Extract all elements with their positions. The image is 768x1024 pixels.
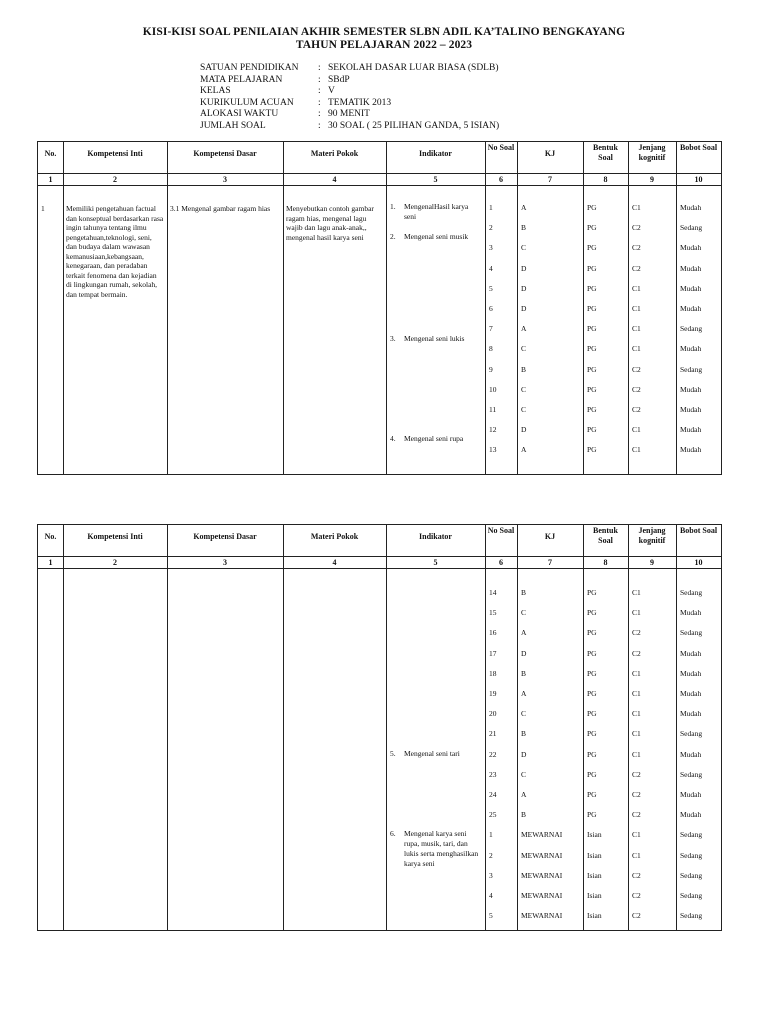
row-bobot: Mudah	[680, 283, 702, 293]
row-jenjang: C2	[632, 891, 641, 900]
row-bentuk: Isian	[587, 850, 602, 860]
column-divider	[583, 142, 584, 474]
row-jenjang: C2	[632, 769, 641, 779]
column-divider	[628, 525, 629, 930]
row-bobot: Mudah	[680, 304, 702, 313]
kisi-table-1	[37, 141, 722, 475]
header-jenjang: Jenjang kognitif	[638, 526, 666, 545]
row-kj: D	[521, 749, 527, 759]
row-no-soal: 23	[489, 769, 497, 779]
header-kd: Kompetensi Dasar	[193, 149, 257, 158]
kisi-table-2	[37, 524, 722, 931]
column-number: 6	[499, 558, 503, 567]
row-bobot: Sedang	[680, 830, 703, 840]
meta-label: MATA PELAJARAN	[200, 74, 283, 85]
header-bentuk: Bentuk Soal	[593, 526, 618, 545]
column-number: 7	[548, 558, 552, 567]
row-kj: A	[521, 689, 527, 698]
header-indikator: Indikator	[419, 532, 452, 541]
header-bobot: Bobot Soal	[679, 143, 718, 152]
row-bobot: Mudah	[680, 648, 702, 658]
column-number: 4	[332, 175, 337, 184]
row-bentuk: PG	[587, 749, 597, 759]
meta-colon: :	[318, 74, 321, 85]
column-number: 5	[433, 558, 438, 567]
row-bobot: Sedang	[680, 769, 703, 779]
row-bentuk: PG	[587, 203, 597, 212]
meta-row	[200, 86, 499, 98]
indikator-text: Mengenal seni musik	[404, 232, 469, 241]
column-number: 6	[499, 175, 503, 184]
row-jenjang: C2	[632, 870, 641, 880]
meta-value: SEKOLAH DASAR LUAR BIASA (SDLB)	[328, 63, 499, 73]
column-divider	[628, 142, 629, 474]
header-bobot: Bobot Soal	[679, 526, 718, 535]
row-jenjang: C2	[632, 790, 641, 799]
row-no-soal: 21	[489, 729, 497, 739]
row-kj: B	[521, 223, 527, 233]
header-no: No.	[44, 149, 57, 158]
row-bobot: Sedang	[680, 911, 703, 921]
row-bobot: Mudah	[680, 689, 702, 698]
row-bobot: Sedang	[680, 588, 703, 597]
column-divider	[517, 525, 518, 930]
row-no-soal: 8	[489, 344, 493, 354]
column-divider	[63, 525, 64, 930]
row-bentuk: Isian	[587, 911, 602, 921]
row-bentuk: PG	[587, 628, 597, 638]
row-jenjang: C1	[632, 324, 641, 334]
row-bentuk: PG	[587, 709, 597, 719]
row-no-soal: 24	[489, 790, 497, 799]
document-subtitle: TAHUN PELAJARAN 2022 – 2023	[295, 39, 473, 51]
row-kj: D	[521, 425, 527, 435]
row-no-soal: 11	[489, 405, 497, 414]
row-bobot: Sedang	[680, 870, 703, 880]
row-bentuk: PG	[587, 445, 597, 455]
column-number: 9	[650, 558, 654, 567]
row-bobot: Mudah	[680, 203, 702, 212]
column-divider	[283, 142, 284, 474]
header-kj: KJ	[544, 149, 556, 158]
column-number: 4	[332, 558, 337, 567]
row-kj: A	[521, 203, 527, 212]
row-jenjang: C1	[632, 749, 641, 759]
row-no-soal: 22	[489, 749, 497, 759]
row-no-soal: 5	[489, 283, 493, 293]
row-kj: C	[521, 709, 527, 719]
row-kj: MEWARNAI	[521, 830, 563, 840]
row-kj: B	[521, 729, 527, 739]
indikator-number: 4.	[390, 434, 396, 443]
row-jenjang: C1	[632, 588, 641, 597]
row-bentuk: PG	[587, 729, 597, 739]
row-no-soal: 3	[489, 243, 493, 253]
row-kj: MEWARNAI	[521, 911, 563, 921]
colnum-divider	[38, 185, 721, 186]
meta-colon: :	[318, 109, 321, 119]
indikator-number: 6.	[390, 829, 396, 838]
row-no-soal: 9	[489, 364, 493, 374]
meta-colon: :	[318, 97, 321, 108]
row-jenjang: C1	[632, 668, 641, 678]
row-jenjang: C2	[632, 810, 641, 820]
header-materi: Materi Pokok	[310, 149, 359, 158]
row-bentuk: PG	[587, 263, 597, 273]
indikator-number: 1.	[390, 202, 396, 211]
header-ki: Kompetensi Inti	[87, 149, 143, 158]
header-indikator: Indikator	[419, 149, 452, 158]
row-bentuk: Isian	[587, 830, 602, 840]
row-bentuk: PG	[587, 283, 597, 293]
row-bobot: Sedang	[680, 324, 703, 334]
row-bentuk: PG	[587, 588, 597, 597]
row-bobot: Mudah	[680, 790, 702, 799]
indikator-text: Mengenal karya seni rupa, musik, tari, dan lukis serta menghasilkan karya seni	[404, 829, 479, 868]
row-kj: A	[521, 445, 527, 455]
row-jenjang: C1	[632, 425, 641, 435]
row-bobot: Sedang	[680, 628, 703, 638]
colnum-divider	[38, 568, 721, 569]
row-jenjang: C2	[632, 405, 641, 414]
header-nosoal: No Soal	[487, 143, 515, 152]
column-divider	[167, 142, 168, 474]
column-number: 10	[694, 558, 703, 567]
row-jenjang: C1	[632, 445, 641, 455]
row-kj: D	[521, 304, 527, 313]
row-no-soal: 19	[489, 689, 497, 698]
row-jenjang: C1	[632, 850, 641, 860]
header-ki: Kompetensi Inti	[87, 532, 143, 541]
row-no-soal: 6	[489, 304, 493, 313]
row-jenjang: C2	[632, 384, 641, 394]
row-jenjang: C2	[632, 628, 641, 638]
row-no-soal: 5	[489, 911, 493, 921]
row-jenjang: C2	[632, 263, 641, 273]
header-jenjang: Jenjang kognitif	[638, 143, 666, 162]
row-no-soal: 25	[489, 810, 497, 820]
column-divider	[676, 142, 677, 474]
row-kj: D	[521, 283, 527, 293]
row-bentuk: PG	[587, 304, 597, 313]
row-no-soal: 3	[489, 870, 493, 880]
row-no-soal: 12	[489, 425, 497, 435]
row-bentuk: PG	[587, 608, 597, 618]
header-kj: KJ	[544, 532, 556, 541]
column-number: 8	[603, 558, 608, 567]
row-bobot: Mudah	[680, 243, 702, 253]
meta-colon: :	[318, 86, 321, 96]
row-bentuk: PG	[587, 364, 597, 374]
meta-row	[200, 63, 499, 75]
row-jenjang: C1	[632, 608, 641, 618]
column-divider	[167, 525, 168, 930]
row-no-soal: 20	[489, 709, 497, 719]
meta-info	[200, 63, 499, 132]
meta-row	[200, 98, 499, 110]
indikator-number: 3.	[390, 334, 396, 343]
row-no-soal: 2	[489, 223, 493, 233]
row-no-soal: 18	[489, 668, 497, 678]
row-bentuk: PG	[587, 344, 597, 354]
indikator-text: Mengenal seni tari	[404, 749, 460, 758]
row-kj: D	[521, 648, 527, 658]
header-materi: Materi Pokok	[310, 532, 359, 541]
indikator-number: 5.	[390, 749, 396, 758]
meta-row	[200, 109, 499, 121]
row-bentuk: PG	[587, 810, 597, 820]
meta-label: KELAS	[200, 86, 231, 96]
row-no-soal: 17	[489, 648, 497, 658]
meta-value: 90 MENIT	[328, 109, 370, 119]
row-no-soal: 1	[489, 203, 493, 212]
row-bobot: Mudah	[680, 608, 702, 618]
row-kj: B	[521, 668, 527, 678]
row-bentuk: PG	[587, 384, 597, 394]
row-kj: MEWARNAI	[521, 891, 563, 900]
row-jenjang: C1	[632, 344, 641, 354]
row-bentuk: PG	[587, 790, 597, 799]
row-no-soal: 2	[489, 850, 493, 860]
meta-colon: :	[318, 120, 321, 131]
column-divider	[485, 525, 486, 930]
column-number: 10	[694, 175, 703, 184]
row-bobot: Mudah	[680, 425, 702, 435]
row-bentuk: PG	[587, 689, 597, 698]
header-kd: Kompetensi Dasar	[193, 532, 257, 541]
column-number: 8	[603, 175, 608, 184]
column-number: 1	[48, 558, 53, 567]
row-kj: C	[521, 405, 527, 414]
meta-label: KURIKULUM ACUAN	[200, 97, 294, 108]
column-number: 1	[48, 175, 53, 184]
row-kj: C	[521, 243, 527, 253]
column-number: 2	[113, 175, 117, 184]
column-number: 7	[548, 175, 552, 184]
meta-label: SATUAN PENDIDIKAN	[200, 63, 299, 73]
column-number: 3	[223, 175, 227, 184]
column-divider	[583, 525, 584, 930]
column-number: 2	[113, 558, 117, 567]
row-bentuk: PG	[587, 405, 597, 414]
indikator-text: MengenalHasil karya seni	[404, 202, 469, 221]
row-jenjang: C1	[632, 689, 641, 698]
row-jenjang: C1	[632, 830, 641, 840]
row-bobot: Mudah	[680, 709, 702, 719]
row-bobot: Mudah	[680, 344, 702, 354]
row-bobot: Sedang	[680, 364, 703, 374]
header-no: No.	[44, 532, 57, 541]
row-bobot: Mudah	[680, 810, 702, 820]
row-kj: B	[521, 810, 527, 820]
row-kj: A	[521, 790, 527, 799]
meta-row	[200, 121, 499, 133]
row-no-soal: 4	[489, 891, 493, 900]
row-bobot: Mudah	[680, 668, 702, 678]
meta-label: JUMLAH SOAL	[200, 120, 266, 131]
row-no-soal: 13	[489, 445, 497, 455]
header-divider	[38, 173, 721, 174]
row-bentuk: Isian	[587, 891, 602, 900]
row-kj: D	[521, 263, 527, 273]
row-bentuk: PG	[587, 324, 597, 334]
column-divider	[386, 142, 387, 474]
row-number: 1	[41, 204, 45, 213]
column-divider	[517, 142, 518, 474]
row-bentuk: PG	[587, 223, 597, 233]
meta-value: V	[328, 86, 335, 96]
column-divider	[283, 525, 284, 930]
row-bentuk: PG	[587, 425, 597, 435]
meta-label: ALOKASI WAKTU	[200, 109, 279, 119]
row-jenjang: C1	[632, 283, 641, 293]
document-title: KISI-KISI SOAL PENILAIAN AKHIR SEMESTER SLBN ADIL KA’TALINO BENGKAYANG	[142, 26, 626, 38]
column-number: 3	[223, 558, 227, 567]
row-kj: A	[521, 628, 527, 638]
column-number: 5	[433, 175, 438, 184]
header-nosoal: No Soal	[487, 526, 515, 535]
row-bentuk: Isian	[587, 870, 602, 880]
kompetensi-dasar: 3.1 Mengenal gambar ragam hias	[170, 204, 271, 213]
row-jenjang: C2	[632, 648, 641, 658]
header-bentuk: Bentuk Soal	[593, 143, 618, 162]
indikator-text: Mengenal seni rupa	[404, 434, 464, 443]
header-divider	[38, 556, 721, 557]
row-bobot: Mudah	[680, 749, 702, 759]
row-kj: C	[521, 344, 527, 354]
row-bobot: Sedang	[680, 891, 703, 900]
row-kj: C	[521, 769, 527, 779]
row-bobot: Sedang	[680, 729, 703, 739]
row-jenjang: C1	[632, 304, 641, 313]
row-kj: B	[521, 588, 527, 597]
column-divider	[676, 525, 677, 930]
meta-colon: :	[318, 63, 321, 73]
row-jenjang: C2	[632, 223, 641, 233]
row-no-soal: 15	[489, 608, 497, 618]
row-no-soal: 4	[489, 263, 493, 273]
row-no-soal: 1	[489, 830, 493, 840]
column-divider	[386, 525, 387, 930]
indikator-text: Mengenal seni lukis	[404, 334, 465, 343]
row-bobot: Sedang	[680, 850, 703, 860]
row-bobot: Mudah	[680, 445, 702, 455]
row-bentuk: PG	[587, 668, 597, 678]
row-no-soal: 14	[489, 588, 497, 597]
row-jenjang: C1	[632, 203, 641, 212]
column-number: 9	[650, 175, 654, 184]
meta-value: 30 SOAL ( 25 PILIHAN GANDA, 5 ISIAN)	[328, 120, 500, 131]
row-kj: MEWARNAI	[521, 850, 563, 860]
meta-value: SBdP	[328, 74, 350, 85]
row-kj: C	[521, 384, 527, 394]
row-no-soal: 7	[489, 324, 493, 334]
row-kj: A	[521, 324, 527, 334]
row-bentuk: PG	[587, 243, 597, 253]
row-bentuk: PG	[587, 648, 597, 658]
row-jenjang: C2	[632, 911, 641, 921]
row-jenjang: C1	[632, 709, 641, 719]
row-kj: B	[521, 364, 527, 374]
indikator-number: 2.	[390, 232, 396, 241]
row-bobot: Mudah	[680, 263, 702, 273]
row-bentuk: PG	[587, 769, 597, 779]
row-bobot: Mudah	[680, 384, 702, 394]
row-bobot: Mudah	[680, 405, 702, 414]
row-bobot: Sedang	[680, 223, 703, 233]
column-divider	[63, 142, 64, 474]
row-jenjang: C2	[632, 243, 641, 253]
kompetensi-inti: Memiliki pengetahuan factual dan konseptual berdasarkan rasa ingin tahunya tentang ilmu pengetahuan,teknologi, seni, dan budaya dalam wawasan kemanusiaan,kebangsaan, kenegaraan, dan peradaban terkait fenomena dan kejadian di lingkungan rumah, sekolah, dan tempat bermain.	[66, 204, 164, 299]
row-kj: MEWARNAI	[521, 870, 563, 880]
meta-value: TEMATIK 2013	[328, 97, 392, 108]
materi-pokok: Menyebutkan contoh gambar ragam hias, mengenal lagu wajib dan lagu anak-anak,, mengenal hasil karya seni	[286, 204, 374, 242]
column-divider	[485, 142, 486, 474]
row-jenjang: C1	[632, 729, 641, 739]
row-no-soal: 10	[489, 384, 497, 394]
row-no-soal: 16	[489, 628, 497, 638]
row-kj: C	[521, 608, 527, 618]
row-jenjang: C2	[632, 364, 641, 374]
meta-row	[200, 75, 499, 87]
